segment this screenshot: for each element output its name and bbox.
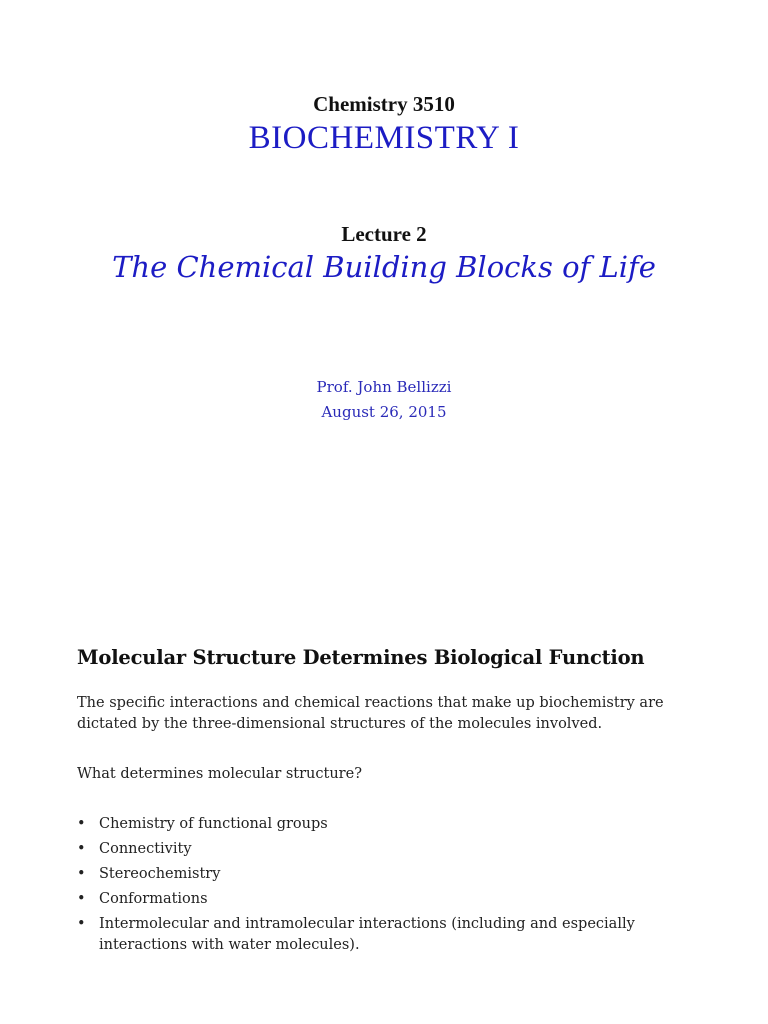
list-item-text: Stereochemistry <box>99 866 221 882</box>
intro-paragraph: The specific interactions and chemical reactions that make up biochemistry are dictated by the three-dimensional structures of the molecules involved. <box>77 695 664 732</box>
bullet-icon: • <box>77 891 86 907</box>
list-item <box>77 889 717 910</box>
question-text: What determines molecular structure? <box>77 766 362 782</box>
bullet-icon: • <box>77 916 86 932</box>
list-item <box>77 914 717 956</box>
factor-list <box>77 814 717 960</box>
list-item <box>77 814 717 835</box>
lecture-date: August 26, 2015 <box>321 403 447 421</box>
list-item <box>77 864 717 885</box>
lecture-number: Lecture 2 <box>341 222 427 246</box>
author-name: Prof. John Bellizzi <box>316 378 452 396</box>
course-number: Chemistry 3510 <box>313 92 455 116</box>
list-item-text: Conformations <box>99 891 208 907</box>
lecture-title: The Chemical Building Blocks of Life <box>112 250 656 284</box>
bullet-icon: • <box>77 816 86 832</box>
list-item-text: Connectivity <box>99 841 192 857</box>
list-item-text: Intermolecular and intramolecular interactions (including and especially interactions with water molecules). <box>99 916 635 953</box>
bullet-icon: • <box>77 866 86 882</box>
bullet-icon: • <box>77 841 86 857</box>
course-title: BIOCHEMISTRY I <box>248 120 520 156</box>
list-item <box>77 839 717 860</box>
list-item-text: Chemistry of functional groups <box>99 816 328 832</box>
section-heading: Molecular Structure Determines Biological Function <box>77 646 645 669</box>
